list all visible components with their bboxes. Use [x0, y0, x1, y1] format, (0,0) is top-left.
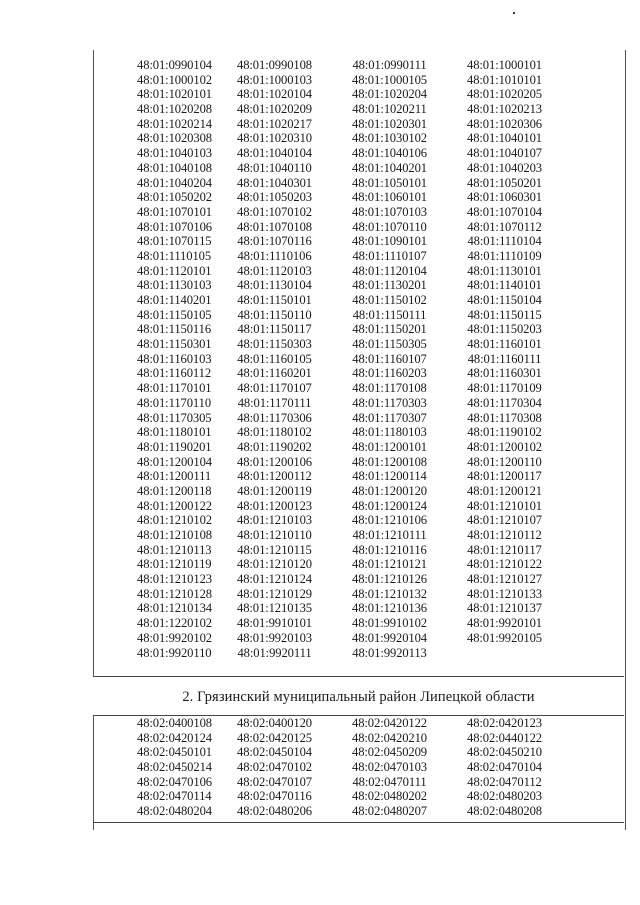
- cadastral-number: 48:01:1210127: [467, 572, 542, 587]
- cadastral-number: 48:01:1020101: [137, 87, 212, 102]
- table-row: [94, 102, 622, 117]
- cadastral-number: 48:01:1040201: [352, 160, 427, 175]
- cadastral-number: 48:01:1020301: [352, 116, 427, 131]
- cadastral-number: 48:01:1040106: [352, 146, 427, 161]
- cadastral-number: 48:01:1020306: [467, 116, 542, 131]
- cadastral-number: 48:02:0470111: [352, 774, 427, 789]
- cadastral-number: 48:01:1110104: [467, 234, 542, 249]
- cadastral-number: 48:01:9920102: [137, 630, 212, 645]
- cadastral-number: 48:02:0450101: [137, 745, 212, 760]
- table-row: [94, 73, 622, 88]
- table-row: [94, 411, 622, 426]
- cadastral-number: 48:01:1210116: [352, 542, 427, 557]
- cadastral-number: 48:01:1150116: [137, 322, 212, 337]
- cadastral-number: 48:01:1130103: [137, 278, 212, 293]
- table-row: [94, 190, 622, 205]
- table-row: [94, 513, 622, 528]
- cadastral-number: 48:02:0420125: [237, 730, 312, 745]
- cadastral-number: 48:02:0420123: [467, 716, 542, 730]
- cadastral-number: 48:01:1020208: [137, 102, 212, 117]
- cadastral-number: 48:02:0420122: [352, 716, 427, 730]
- cadastral-number: 48:01:9920105: [467, 630, 542, 645]
- cadastral-number: 48:01:9920103: [237, 630, 312, 645]
- cadastral-number: 48:01:1150305: [352, 337, 427, 352]
- cadastral-number: 48:01:1210136: [352, 601, 427, 616]
- cadastral-number: 48:01:1130101: [467, 263, 542, 278]
- cadastral-number: 48:01:1210121: [352, 557, 427, 572]
- cadastral-number: 48:01:1170101: [137, 381, 212, 396]
- cadastral-number: 48:01:1070102: [237, 204, 312, 219]
- cadastral-number: 48:02:0450210: [467, 745, 542, 760]
- table-row: [94, 278, 622, 293]
- cadastral-number: 48:01:1140101: [467, 278, 542, 293]
- cadastral-number: 48:01:1000105: [352, 72, 427, 87]
- cadastral-number: 48:01:1220102: [137, 616, 212, 631]
- cadastral-number: 48:01:1020310: [237, 131, 312, 146]
- table-row: [94, 601, 622, 616]
- cadastral-number: 48:01:0990108: [237, 58, 312, 72]
- cadastral-number: 48:01:1110107: [352, 248, 427, 263]
- cadastral-number: 48:01:1210120: [237, 557, 312, 572]
- cadastral-number: 48:01:1200104: [137, 454, 212, 469]
- cadastral-number: 48:01:1040204: [137, 175, 212, 190]
- cadastral-number: 48:01:1210119: [137, 557, 212, 572]
- cadastral-number: 48:01:1160301: [467, 366, 542, 381]
- cadastral-number: 48:02:0470112: [467, 774, 542, 789]
- table-row: [94, 234, 622, 249]
- table-row: [94, 804, 622, 819]
- cadastral-number: 48:01:1150111: [352, 307, 427, 322]
- cadastral-number: 48:01:1200112: [237, 469, 312, 484]
- cadastral-number: 48:01:1160201: [237, 366, 312, 381]
- cadastral-number: 48:01:1170110: [137, 395, 212, 410]
- table-row: [94, 731, 622, 746]
- cadastral-number: 48:01:1160107: [352, 351, 427, 366]
- table-row: [94, 117, 622, 132]
- cadastral-number: 48:01:1200106: [237, 454, 312, 469]
- cadastral-number: 48:01:1060101: [352, 190, 427, 205]
- cadastral-number: 48:01:1150102: [352, 293, 427, 307]
- table-row: [94, 745, 622, 760]
- table-row: [94, 587, 622, 602]
- cadastral-number: 48:01:1170304: [467, 395, 542, 410]
- table-row: [94, 484, 622, 499]
- cadastral-number: 48:01:1110109: [467, 248, 542, 263]
- table-row: [94, 499, 622, 514]
- cadastral-number: 48:01:1200119: [237, 483, 312, 498]
- table-row: [94, 455, 622, 470]
- cadastral-number: 48:01:1160103: [137, 351, 212, 366]
- table-row: [94, 366, 622, 381]
- cadastral-number: 48:01:1010101: [467, 72, 542, 87]
- cadastral-number: 48:01:1170307: [352, 410, 427, 425]
- cadastral-number: 48:01:1200120: [352, 483, 427, 498]
- cadastral-number: 48:01:9920110: [137, 645, 212, 660]
- cadastral-number: 48:01:1150303: [237, 337, 312, 352]
- cadastral-number: 48:01:1170308: [467, 410, 542, 425]
- table-row: [94, 396, 622, 411]
- cadastral-number: 48:01:1020217: [237, 116, 312, 131]
- cadastral-number: 48:01:1200118: [137, 483, 212, 498]
- cadastral-number: 48:01:1210134: [137, 601, 212, 616]
- cadastral-number: 48:01:1020213: [467, 102, 542, 117]
- cadastral-number: 48:01:1040107: [467, 146, 542, 161]
- cadastral-number: 48:01:1160105: [237, 351, 312, 366]
- cadastral-number: 48:01:1020214: [137, 116, 212, 131]
- table-bottom-line: [93, 822, 624, 823]
- cadastral-number: 48:01:1050201: [467, 175, 542, 190]
- cadastral-number: 48:02:0400108: [137, 716, 212, 730]
- cadastral-number: 48:01:1040108: [137, 160, 212, 175]
- cadastral-number: 48:01:1020308: [137, 131, 212, 146]
- cadastral-number: 48:01:1070108: [237, 219, 312, 234]
- cadastral-number: 48:01:1040104: [237, 146, 312, 161]
- cadastral-number: 48:01:1210126: [352, 572, 427, 587]
- cadastral-number: 48:01:1070115: [137, 234, 212, 249]
- cadastral-number: 48:01:1070110: [352, 219, 427, 234]
- cadastral-number: 48:02:0450209: [352, 745, 427, 760]
- cadastral-number: 48:02:0450214: [137, 760, 212, 775]
- table-row: [94, 775, 622, 790]
- cadastral-number: 48:01:9920111: [237, 645, 312, 660]
- cadastral-number: 48:01:1030102: [352, 131, 427, 146]
- cadastral-number: 48:01:1150105: [137, 307, 212, 322]
- table-row: [94, 264, 622, 279]
- table-row: [94, 528, 622, 543]
- cadastral-number: 48:01:1190102: [467, 425, 542, 440]
- cadastral-number: 48:01:1210103: [237, 513, 312, 528]
- cadastral-number: 48:01:1070106: [137, 219, 212, 234]
- cadastral-number: 48:01:1040203: [467, 160, 542, 175]
- cadastral-number: 48:01:1210106: [352, 513, 427, 528]
- cadastral-number: 48:01:1110106: [237, 248, 312, 263]
- cadastral-number: 48:01:1120104: [352, 263, 427, 278]
- cadastral-number: 48:01:1210128: [137, 586, 212, 601]
- cadastral-number: 48:02:0480206: [237, 804, 312, 819]
- cadastral-number: 48:01:9920113: [352, 645, 427, 660]
- cadastral-number: 48:01:1210133: [467, 586, 542, 601]
- table-row: [94, 381, 622, 396]
- table-row: [94, 646, 622, 661]
- cadastral-number: 48:01:1200102: [467, 439, 542, 454]
- cadastral-number: 48:01:1210132: [352, 586, 427, 601]
- cadastral-number: 48:01:1110105: [137, 248, 212, 263]
- cadastral-number: 48:01:1150104: [467, 293, 542, 307]
- cadastral-number: 48:02:0480208: [467, 804, 542, 819]
- table-row: [94, 631, 622, 646]
- cadastral-number: 48:01:1210113: [137, 542, 212, 557]
- cadastral-number: 48:01:1160111: [467, 351, 542, 366]
- cadastral-number: 48:02:0470104: [467, 760, 542, 775]
- cadastral-number: 48:02:0470116: [237, 789, 312, 804]
- cadastral-number: 48:01:1000102: [137, 72, 212, 87]
- cadastral-number: 48:02:0470103: [352, 760, 427, 775]
- cadastral-number: 48:01:1140201: [137, 293, 212, 307]
- cadastral-number: 48:01:1020205: [467, 87, 542, 102]
- cadastral-number: 48:01:1130201: [352, 278, 427, 293]
- cadastral-number: 48:01:1200111: [137, 469, 212, 484]
- section-header: [93, 676, 624, 716]
- table-row: [94, 716, 622, 731]
- scan-speck: [513, 12, 515, 14]
- cadastral-number: 48:02:0440122: [467, 730, 542, 745]
- cadastral-number: 48:01:1210117: [467, 542, 542, 557]
- cadastral-number: 48:01:1180103: [352, 425, 427, 440]
- cadastral-number: 48:01:0990104: [137, 58, 212, 72]
- cadastral-table-1: [94, 58, 622, 660]
- cadastral-number: 48:01:1050203: [237, 190, 312, 205]
- cadastral-number: 48:01:1160203: [352, 366, 427, 381]
- cadastral-number: 48:02:0480202: [352, 789, 427, 804]
- table-row: [94, 131, 622, 146]
- cadastral-number: 48:01:1020104: [237, 87, 312, 102]
- cadastral-number: 48:01:1170303: [352, 395, 427, 410]
- cadastral-number: 48:01:1210135: [237, 601, 312, 616]
- table-row: [94, 176, 622, 191]
- cadastral-number: 48:01:1070112: [467, 219, 542, 234]
- table-row: [94, 469, 622, 484]
- cadastral-number: 48:01:1040301: [237, 175, 312, 190]
- table-row: [94, 337, 622, 352]
- cadastral-number: 48:01:1200101: [352, 439, 427, 454]
- cadastral-number: 48:01:1170305: [137, 410, 212, 425]
- cadastral-number: 48:01:1210111: [352, 528, 427, 542]
- table-row: [94, 789, 622, 804]
- cadastral-number: 48:01:1150115: [467, 307, 542, 322]
- cadastral-number: 48:01:1210110: [237, 528, 312, 542]
- cadastral-number: 48:01:9910102: [352, 616, 427, 631]
- cadastral-number: 48:01:1050202: [137, 190, 212, 205]
- table-row: [94, 352, 622, 367]
- cadastral-number: 48:01:1150203: [467, 322, 542, 337]
- cadastral-number: 48:01:1210137: [467, 601, 542, 616]
- cadastral-number: 48:01:1070103: [352, 204, 427, 219]
- cadastral-number: 48:01:1050101: [352, 175, 427, 190]
- cadastral-number: 48:01:1200114: [352, 469, 427, 484]
- table-row: [94, 760, 622, 775]
- cadastral-number: 48:01:1150117: [237, 322, 312, 337]
- cadastral-number: 48:01:1200117: [467, 469, 542, 484]
- table-row: [94, 58, 622, 73]
- cadastral-number: 48:01:1200123: [237, 498, 312, 513]
- cadastral-number: 48:01:1130104: [237, 278, 312, 293]
- cadastral-number: 48:01:1120101: [137, 263, 212, 278]
- cadastral-number: 48:01:1150301: [137, 337, 212, 352]
- cadastral-number: 48:02:0480207: [352, 804, 427, 819]
- cadastral-number: 48:01:1200108: [352, 454, 427, 469]
- cadastral-number: 48:01:1200124: [352, 498, 427, 513]
- cadastral-number: 48:01:1210115: [237, 542, 312, 557]
- cadastral-table-2: [94, 716, 622, 819]
- table-row: [94, 293, 622, 308]
- cadastral-number: 48:01:1120103: [237, 263, 312, 278]
- cadastral-number: 48:01:1070104: [467, 204, 542, 219]
- cadastral-number: 48:01:1210101: [467, 498, 542, 513]
- table-row: [94, 205, 622, 220]
- table-row: [94, 322, 622, 337]
- cadastral-number: 48:01:1090101: [352, 234, 427, 249]
- cadastral-number: 48:01:1150101: [237, 293, 312, 307]
- cadastral-number: 48:01:1170306: [237, 410, 312, 425]
- cadastral-number: 48:02:0480204: [137, 804, 212, 819]
- table-row: [94, 308, 622, 323]
- cadastral-number: 48:01:1210107: [467, 513, 542, 528]
- cadastral-number: 48:01:1180102: [237, 425, 312, 440]
- table-row: [94, 249, 622, 264]
- table-row: [94, 440, 622, 455]
- cadastral-number: 48:01:1070101: [137, 204, 212, 219]
- cadastral-number: 48:01:1040110: [237, 160, 312, 175]
- cadastral-number: 48:01:1210123: [137, 572, 212, 587]
- cadastral-number: 48:01:1200122: [137, 498, 212, 513]
- cadastral-number: 48:01:1200110: [467, 454, 542, 469]
- cadastral-number: 48:01:1170109: [467, 381, 542, 396]
- cadastral-number: 48:01:9920104: [352, 630, 427, 645]
- cadastral-number: 48:01:1210102: [137, 513, 212, 528]
- table-row: [94, 616, 622, 631]
- cadastral-number: 48:01:1060301: [467, 190, 542, 205]
- table-row: [94, 557, 622, 572]
- cadastral-number: 48:02:0400120: [237, 716, 312, 730]
- cadastral-number: 48:01:1160101: [467, 337, 542, 352]
- cadastral-number: 48:01:1190201: [137, 439, 212, 454]
- cadastral-number: 48:02:0480203: [467, 789, 542, 804]
- cadastral-number: 48:01:1040103: [137, 146, 212, 161]
- cadastral-number: 48:01:1210122: [467, 557, 542, 572]
- cadastral-number: 48:01:9920101: [467, 616, 542, 631]
- cadastral-number: 48:02:0420210: [352, 730, 427, 745]
- cadastral-number: 48:01:1070116: [237, 234, 312, 249]
- cadastral-number: 48:02:0470107: [237, 774, 312, 789]
- cadastral-number: 48:01:0990111: [352, 58, 427, 72]
- cadastral-number: 48:01:1000103: [237, 72, 312, 87]
- cadastral-number: 48:01:1020204: [352, 87, 427, 102]
- table-row: [94, 220, 622, 235]
- cadastral-number: 48:02:0450104: [237, 745, 312, 760]
- cadastral-number: 48:01:1020209: [237, 102, 312, 117]
- cadastral-number: 48:01:1210124: [237, 572, 312, 587]
- cadastral-number: 48:01:9910101: [237, 616, 312, 631]
- cadastral-number: 48:01:1170111: [237, 395, 312, 410]
- cadastral-number: 48:02:0470114: [137, 789, 212, 804]
- section-title: 2. Грязинский муниципальный район Липецкой области: [182, 689, 535, 705]
- cadastral-number: 48:01:1210129: [237, 586, 312, 601]
- cadastral-number: 48:01:1150201: [352, 322, 427, 337]
- table-row: [94, 425, 622, 440]
- cadastral-number: 48:01:1170107: [237, 381, 312, 396]
- cadastral-number: 48:01:1160112: [137, 366, 212, 381]
- cadastral-number: 48:02:0470106: [137, 774, 212, 789]
- cadastral-number: 48:01:1040101: [467, 131, 542, 146]
- cadastral-number: 48:01:1210108: [137, 528, 212, 542]
- table-row: [94, 87, 622, 102]
- cadastral-number: 48:01:1020211: [352, 102, 427, 117]
- cadastral-number: 48:02:0470102: [237, 760, 312, 775]
- cadastral-number: 48:01:1150110: [237, 307, 312, 322]
- cadastral-number: 48:01:1180101: [137, 425, 212, 440]
- table-row: [94, 146, 622, 161]
- cadastral-number: 48:02:0420124: [137, 730, 212, 745]
- cadastral-number: 48:01:1000101: [467, 58, 542, 72]
- cadastral-number: 48:01:1200121: [467, 483, 542, 498]
- cadastral-number: 48:01:1190202: [237, 439, 312, 454]
- cadastral-number: [447, 646, 562, 661]
- table-row: [94, 572, 622, 587]
- cadastral-number: 48:01:1170108: [352, 381, 427, 396]
- table-row: [94, 543, 622, 558]
- table-row: [94, 161, 622, 176]
- cadastral-number: 48:01:1210112: [467, 528, 542, 542]
